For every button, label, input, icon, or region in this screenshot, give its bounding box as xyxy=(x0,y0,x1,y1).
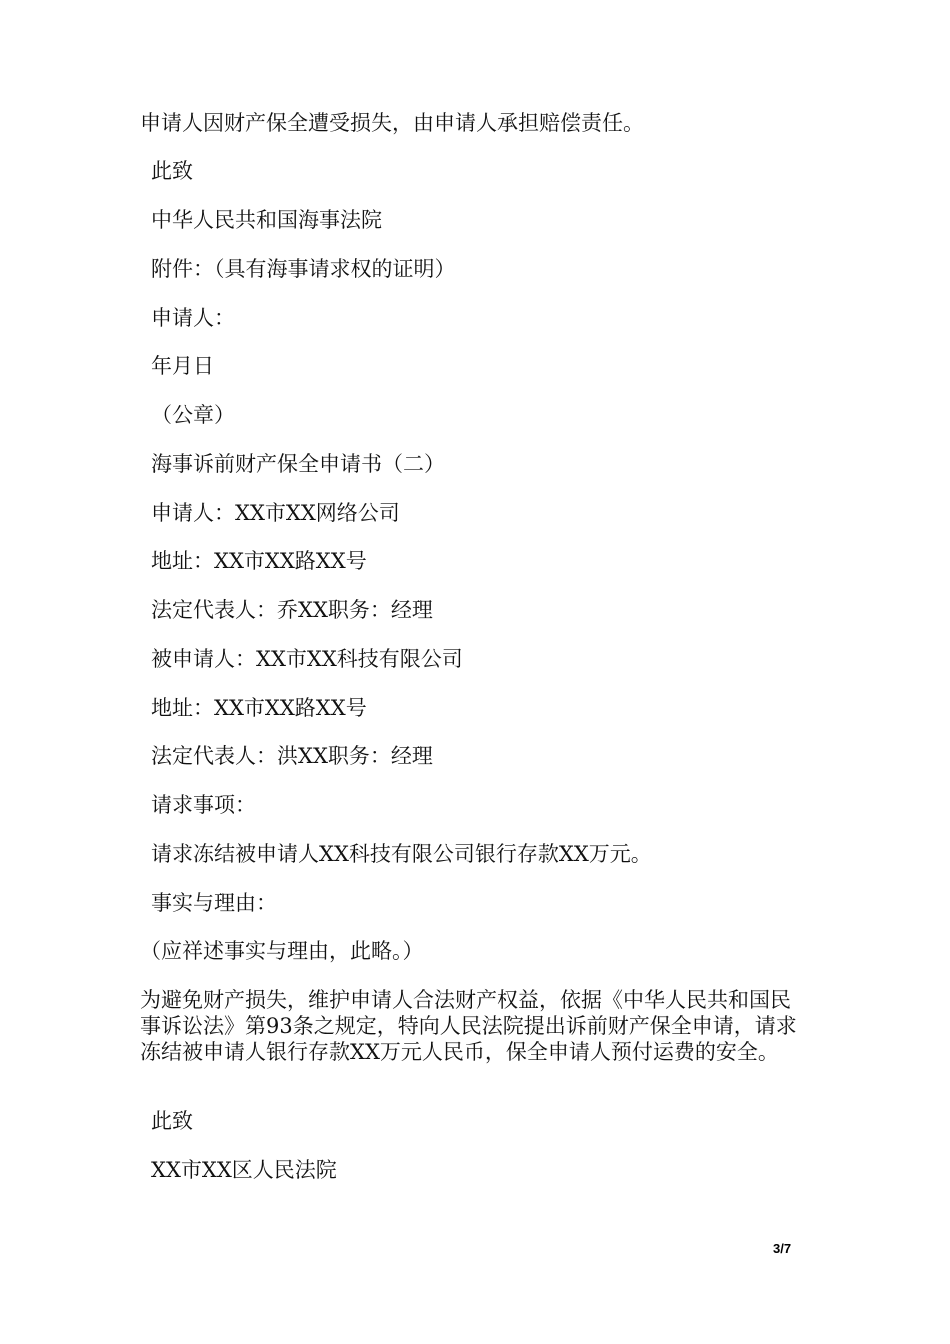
text-line: 地址：XX市XX路XX号 xyxy=(151,696,367,720)
text-line: （公章） xyxy=(151,403,235,427)
text-line: 法定代表人：乔XX职务：经理 xyxy=(151,598,433,622)
text-line: 此致 xyxy=(151,159,193,183)
text-line: 此致 xyxy=(151,1109,193,1133)
text-line: XX市XX区人民法院 xyxy=(151,1158,337,1182)
text-line: （应祥述事实与理由，此略。） xyxy=(140,939,424,963)
text-line: 申请人：XX市XX网络公司 xyxy=(151,501,400,525)
text-line: 年月日 xyxy=(151,354,214,378)
text-line: 请求事项： xyxy=(151,793,256,817)
text-line: 中华人民共和国海事法院 xyxy=(151,208,382,232)
text-line: 被申请人：XX市XX科技有限公司 xyxy=(151,647,463,671)
text-line: 申请人因财产保全遭受损失，由申请人承担赔偿责任。 xyxy=(140,111,644,135)
section-title: 海事诉前财产保全申请书（二） xyxy=(151,452,445,476)
text-line: 附件：（具有海事请求权的证明） xyxy=(151,257,456,281)
text-line: 法定代表人：洪XX职务：经理 xyxy=(151,744,433,768)
text-line: 地址：XX市XX路XX号 xyxy=(151,549,367,573)
body-paragraph: 为避免财产损失，维护申请人合法财产权益，依据《中华人民共和国民事诉讼法》第93条之规定，特向人民法院提出诉前财产保全申请，请求冻结被申请人银行存款XX万元人民币，保全申请人预付运费的安全。 xyxy=(140,988,797,1064)
page-number: 3/7 xyxy=(773,1241,792,1256)
text-line: 请求冻结被申请人XX科技有限公司银行存款XX万元。 xyxy=(151,842,652,866)
text-line: 申请人： xyxy=(151,306,235,330)
text-line: 事实与理由： xyxy=(151,891,277,915)
